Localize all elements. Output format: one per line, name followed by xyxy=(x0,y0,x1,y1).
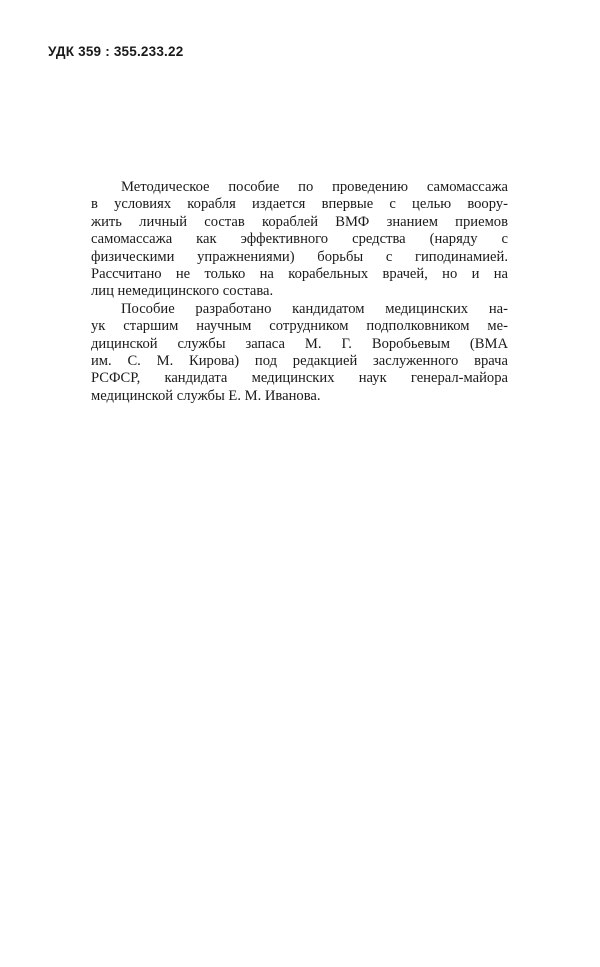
abstract-block xyxy=(91,179,508,405)
text-line: жить личный состав кораблей ВМФ знанием приемов xyxy=(91,213,508,230)
abstract-paragraph-1 xyxy=(91,179,508,301)
udk-classification: УДК 359 : 355.233.22 xyxy=(48,44,184,59)
text-line: дицинской службы запаса М. Г. Воробьевым (ВМА xyxy=(91,335,508,352)
text-line: физическими упражнениями) борьбы с гиподинамией. xyxy=(91,248,508,265)
abstract-paragraph-2 xyxy=(91,301,508,405)
text-line: Пособие разработано кандидатом медицинских на- xyxy=(121,300,508,317)
text-line: лиц немедицинского состава. xyxy=(91,283,274,300)
text-line: самомассажа как эффективного средства (наряду с xyxy=(91,231,508,248)
text-line: им. С. М. Кирова) под редакцией заслуженного врача xyxy=(91,352,508,369)
text-line: Методическое пособие по проведению самомассажа xyxy=(121,179,508,195)
text-line: в условиях корабля издается впервые с целью воору- xyxy=(91,196,508,213)
text-line: ук старшим научным сотрудником подполковником ме- xyxy=(91,318,508,335)
text-line: РСФСР, кандидата медицинских наук генерал-майора xyxy=(91,370,508,387)
text-line: Рассчитано не только на корабельных врачей, но и на xyxy=(91,265,508,282)
text-line: медицинской службы Е. М. Иванова. xyxy=(91,387,321,404)
